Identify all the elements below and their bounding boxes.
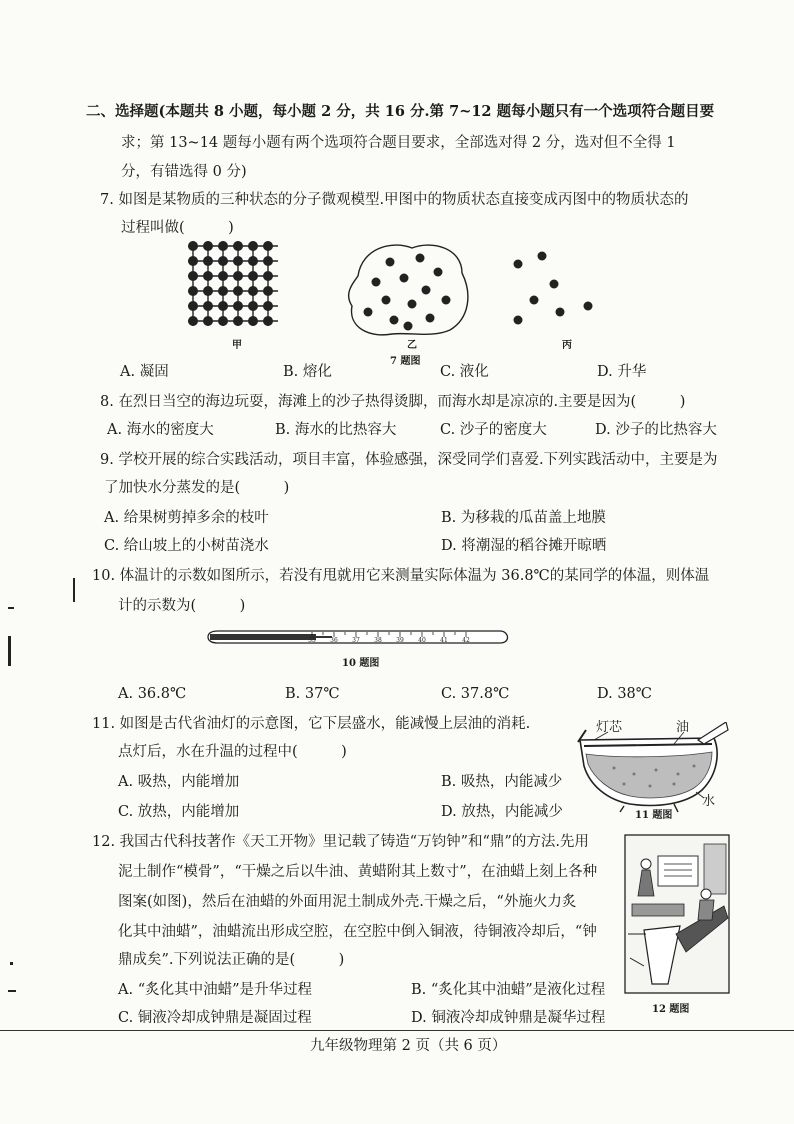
q12-stem-line1: 12. 我国古代科技著作《天工开物》里记载了铸造“万钧钟”和“鼎”的方法.先用 (92, 834, 589, 850)
q10-thermometer-figure (204, 622, 516, 652)
page-footer: 九年级物理第 2 页（共 6 页） (310, 1038, 507, 1054)
q8-option-d[interactable]: D. 沙子的比热容大 (595, 422, 717, 438)
margin-mark (8, 607, 14, 609)
q10-stem-line1: 10. 体温计的示数如图所示，若没有甩就用它来测量实际体温为 36.8℃的某同学的体温，则体温 (92, 568, 710, 584)
q12-stem-line4: 化其中油蜡”，油蜡流出形成空腔，在空腔中倒入铜液，待铜液冷却后，“钟 (118, 924, 597, 940)
q7-label-jia: 甲 (232, 340, 242, 351)
q11-option-d[interactable]: D. 放热，内能减少 (441, 804, 563, 820)
tick-label: 38 (374, 637, 382, 644)
q9-option-b[interactable]: B. 为移栽的瓜苗盖上地膜 (441, 510, 606, 526)
solid-lattice-diagram (188, 241, 278, 326)
q11-label-water: 水 (702, 794, 716, 809)
q8-option-a[interactable]: A. 海水的密度大 (107, 422, 214, 438)
q11-caption: 11 题图 (635, 810, 673, 821)
q9-stem-line2: 了加快水分蒸发的是( ) (104, 480, 290, 496)
q9-stem-line1: 9. 学校开展的综合实践活动，项目丰富，体验感强，深受同学们喜爱.下列实践活动中，主要是为 (100, 452, 718, 468)
q10-option-c[interactable]: C. 37.8℃ (441, 686, 510, 702)
q9-option-a[interactable]: A. 给果树剪掉多余的枝叶 (104, 510, 269, 526)
q11-stem-line2: 点灯后，水在升温的过程中( ) (118, 744, 347, 760)
gas-diagram (514, 252, 593, 325)
q7-label-bing: 丙 (562, 340, 572, 351)
q11-label-oil: 油 (676, 720, 690, 735)
q7-stem-line1: 7. 如图是某物质的三种状态的分子微观模型.甲图中的物质状态直接变成丙图中的物质状态的 (100, 192, 689, 208)
q7-stem-line2: 过程叫做( ) (121, 220, 234, 236)
q12-option-a[interactable]: A. “炙化其中油蜡”是升华过程 (118, 982, 313, 998)
q11-option-b[interactable]: B. 吸热，内能减少 (441, 774, 563, 790)
q8-option-c[interactable]: C. 沙子的密度大 (440, 422, 547, 438)
margin-mark (8, 636, 11, 666)
liquid-blob-diagram (349, 245, 468, 335)
tick-label: 35 (308, 637, 316, 644)
q7-molecule-figure (180, 238, 620, 356)
section-header-line2: 求；第 13~14 题每小题有两个选项符合题目要求，全部选对得 2 分，选对但不全得 1 (121, 135, 676, 151)
q7-option-d[interactable]: D. 升华 (597, 364, 647, 380)
q12-stem-line5: 鼎成矣”.下列说法正确的是( ) (118, 952, 345, 968)
section-header-line1: 二、选择题(本题共 8 小题，每小题 2 分，共 16 分.第 7~12 题每小题只有一个选项符合题目要 (86, 103, 715, 120)
tick-label: 42 (462, 637, 470, 644)
q12-option-b[interactable]: B. “炙化其中油蜡”是液化过程 (411, 982, 606, 998)
tick-label: 39 (396, 637, 404, 644)
q10-option-d[interactable]: D. 38℃ (597, 686, 652, 702)
q10-stem-line2: 计的示数为( ) (118, 598, 246, 614)
q8-option-b[interactable]: B. 海水的比热容大 (275, 422, 397, 438)
q12-casting-illustration (624, 834, 730, 994)
q7-label-yi: 乙 (407, 340, 417, 351)
tick-label: 41 (440, 637, 448, 644)
q12-option-d[interactable]: D. 铜液冷却成钟鼎是凝华过程 (411, 1010, 606, 1026)
q10-option-b[interactable]: B. 37℃ (285, 686, 340, 702)
q11-stem-line1: 11. 如图是古代省油灯的示意图，它下层盛水，能减慢上层油的消耗. (92, 716, 531, 732)
q10-option-a[interactable]: A. 36.8℃ (118, 686, 187, 702)
margin-mark (10, 962, 13, 965)
q9-option-d[interactable]: D. 将潮湿的稻谷摊开晾晒 (441, 538, 607, 554)
q7-option-b[interactable]: B. 熔化 (283, 364, 332, 380)
q12-stem-line2: 泥土制作“模骨”，“干燥之后以牛油、黄蜡附其上数寸”，在油蜡上刻上各种 (118, 864, 598, 880)
footer-rule (0, 1030, 794, 1031)
section-header-line3: 分，有错选得 0 分) (121, 164, 247, 180)
q11-option-c[interactable]: C. 放热，内能增加 (118, 804, 240, 820)
tick-label: 37 (352, 637, 360, 644)
tick-label: 36 (330, 637, 338, 644)
q7-option-a[interactable]: A. 凝固 (120, 364, 169, 380)
q11-option-a[interactable]: A. 吸热，内能增加 (118, 774, 240, 790)
q12-stem-line3: 图案(如图)，然后在油蜡的外面用泥土制成外壳.干燥之后，“外施火力炙 (118, 894, 577, 910)
margin-mark (8, 990, 16, 992)
q8-stem: 8. 在烈日当空的海边玩耍，海滩上的沙子热得烫脚，而海水却是凉凉的.主要是因为( ) (100, 394, 686, 410)
q12-caption: 12 题图 (652, 1004, 690, 1015)
q7-caption: 7 题图 (390, 356, 421, 367)
tick-label: 40 (418, 637, 426, 644)
q7-option-c[interactable]: C. 液化 (440, 364, 489, 380)
q10-caption: 10 题图 (342, 658, 380, 669)
q9-option-c[interactable]: C. 给山坡上的小树苗浇水 (104, 538, 269, 554)
q12-option-c[interactable]: C. 铜液冷却成钟鼎是凝固过程 (118, 1010, 312, 1026)
margin-mark (73, 578, 75, 602)
q11-label-wick: 灯芯 (596, 720, 623, 735)
